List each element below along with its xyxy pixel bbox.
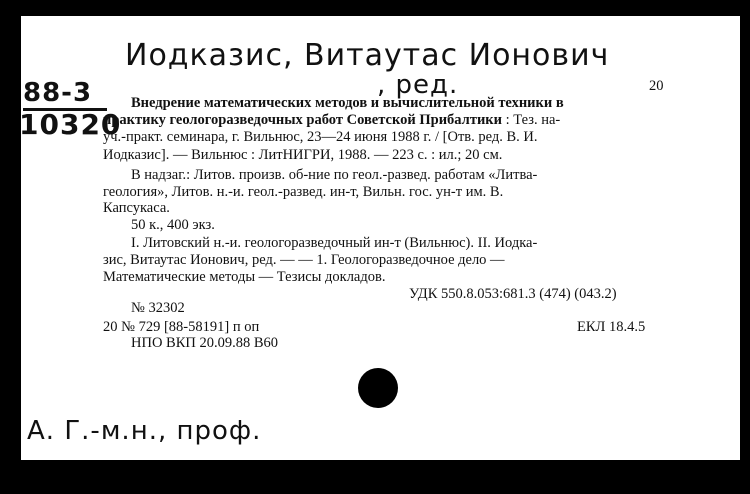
shelf-mark-top: 88-3 [23, 78, 93, 108]
tracing-line-1: I. Литовский н.-и. геологоразведочный ин-т (Вильнюс). II. Иодка- [131, 235, 538, 251]
handwritten-author: Иодказис, Витаутас Ионович [125, 38, 610, 73]
card-number: 20 [649, 78, 664, 94]
title-line-2 [103, 112, 560, 129]
tracing-line-2: зис, Витаутас Ионович, ред. — — 1. Геологоразведочное дело — [103, 252, 505, 268]
note-line-1: В надзаг.: Литов. произв. об-ние по геол.-развед. работам «Литва- [131, 167, 538, 183]
publication-line-2: Иодказис]. — Вильнюс : ЛитНИГРИ, 1988. — 223 с. : ил.; 20 см. [103, 147, 503, 163]
tracing-line-3: Математические методы — Тезисы докладов. [103, 269, 386, 285]
title-bold-part: практику геологоразведочных работ Советской Прибалтики [103, 112, 503, 128]
publication-line-1: уч.-практ. семинара, г. Вильнюс, 23—24 июня 1988 г. / [Отв. ред. В. И. [103, 129, 538, 145]
note-line-3: Капсукаса. [103, 200, 170, 216]
record-number: № 32302 [131, 300, 185, 316]
title-line-1: Внедрение математических методов и вычислительной техники в [131, 95, 564, 111]
note-line-2: геология», Литов. н.-и. геол.-развед. ин-т, Вильн. гос. ун-т им. В. [103, 184, 504, 200]
order-line: 20 № 729 [88-58191] п оп [103, 319, 260, 335]
npo-line: НПО ВКП 20.09.88 В60 [131, 335, 279, 351]
udk-code: УДК 550.8.053:681.3 (474) (043.2) [409, 286, 617, 302]
ekl-code: ЕКЛ 18.4.5 [577, 319, 646, 335]
handwritten-bottom-note: А. Г.-м.н., проф. [27, 416, 262, 446]
punch-hole [358, 368, 398, 408]
catalog-card [21, 16, 740, 460]
handwritten-role: , ред. [377, 70, 459, 100]
shelf-mark-bottom: 10320 [19, 108, 122, 141]
copies-line: 50 к., 400 экз. [131, 217, 215, 233]
title-rest: : Тез. на- [502, 112, 561, 128]
